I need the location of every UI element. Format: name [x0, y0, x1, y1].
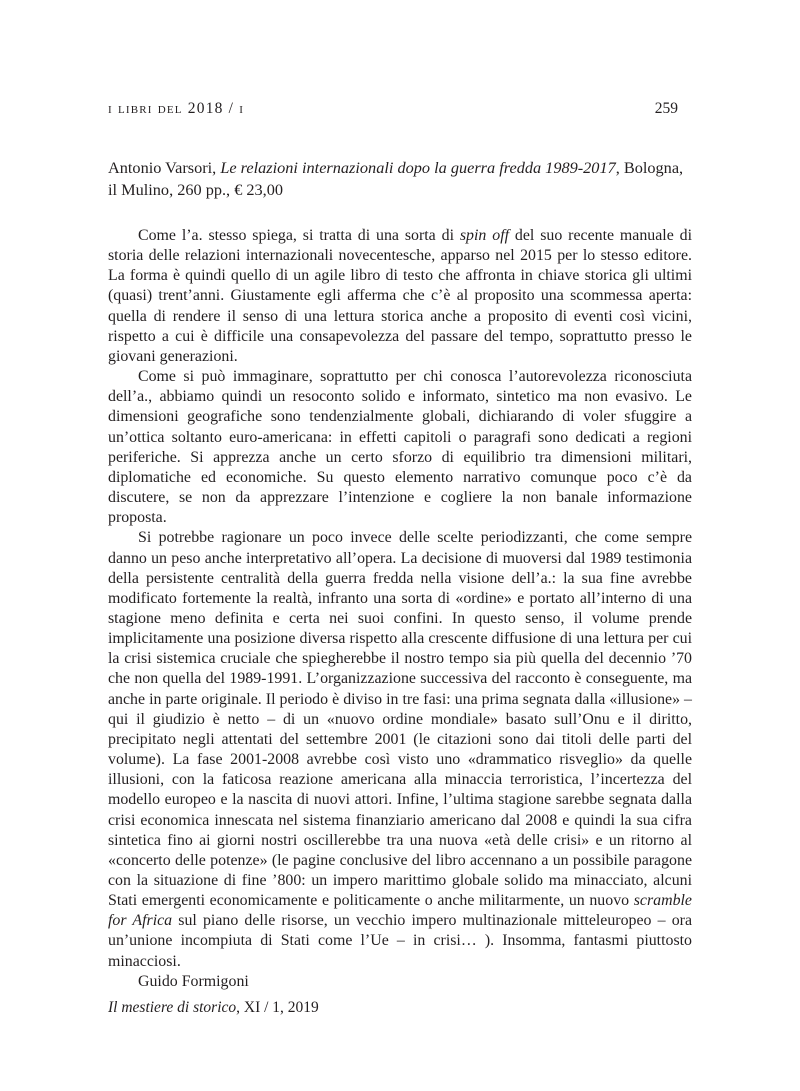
- book-citation: [108, 157, 692, 200]
- running-head: [108, 100, 678, 118]
- italic-term: scramble for Africa: [108, 892, 692, 930]
- paragraph: Come si può immaginare, soprattutto per chi conosca l’autorevolezza riconosciuta dell’a., abbiamo quindi un resoconto solido e informato, sintetico ma non evasivo. Le dimensioni geografiche sono tendenzialmente globali, dichiarando di voler sfuggire a un’ottica soltanto euro-americana: in effetti capitoli o paragrafi sono dedicati a regioni periferiche. Si apprezza anche un certo sforzo di equilibrio tra dimensioni militari, diplomatiche ed economiche. Su questo elemento narrativo comunque poco c’è da discutere, se non da apprezzare l’intenzione e cogliere la non banale informazione proposta.: [108, 368, 692, 527]
- journal-issue: , XI / 1, 2019: [236, 999, 319, 1016]
- book-title: Le relazioni internazionali dopo la guerra fredda 1989-2017: [220, 158, 616, 177]
- paragraph: Come l’a. stesso spiega, si tratta di una sorta di spin off del suo recente manuale di storia delle relazioni internazionali novecentesche, apparso nel 2015 per lo stesso editore. La forma è quindi quello di un agile libro di testo che affronta in chiave storica gli ultimi (quasi) trent’anni. Giustamente egli afferma che c’è al proposito una scommessa aperta: quella di rendere il senso di una lettura storica anche a proposito di eventi così vicini, rispetto a cui è difficile una consapevolezza del passare del tempo, soprattutto presso le giovani generazioni.: [108, 227, 692, 365]
- review-content: [108, 157, 692, 992]
- reviewer-signature: Guido Formigoni: [138, 972, 249, 990]
- book-publication-info: , Bologna, il Mulino, 260 pp., € 23,00: [108, 158, 684, 199]
- running-title: i libri del 2018 / i: [108, 100, 245, 117]
- paragraph: Si potrebbe ragionare un poco invece delle scelte periodizzanti, che come sempre danno un peso anche interpretativo all’opera. La decisione di muoversi dal 1989 testimonia della persistente centralità della guerra fredda nella visione dell’a.: la sua fine avrebbe modificato fortemente la realtà, infranto una sorta di «ordine» e portato all’interno di una stagione meno definita e certa nei suoi confini. In questo senso, il volume prende implicitamente una posizione diversa rispetto alla crescente diffusione di una lettura per cui la crisi sistemica cruciale che spiegherebbe il nostro tempo sia più quella del decennio ’70 che non quella del 1989-1991. L’organizzazione successiva del racconto è conseguente, ma anche in parte originale. Il periodo è diviso in tre fasi: una prima segnata dalla «illusione» – qui il giudizio è netto – di un «nuovo ordine mondiale» basato sull’Onu e il diritto, precipitato negli attentati del settembre 2001 (le citazioni sono dai titoli delle parti del volume). La fase 2001-2008 avrebbe così visto uno «drammatico risveglio» da quelle illusioni, con la faticosa reazione americana alla minaccia terroristica, l’incertezza del modello europeo e la nascita di nuovi attori. Infine, l’ultima stagione sarebbe segnata dalla crisi economica innescata nel sistema finanziario americano dal 2008 e quindi la sua cifra sintetica fino ai giorni nostri oscillerebbe tra una nuova «età delle crisi» e un ritorno al «concerto delle potenze» (le pagine conclusive del libro accennano a un possibile paragone con la situazione di fine ’800: un impero marittimo globale solido ma minacciato, alcuni Stati emergenti economicamente e politicamente o anche militarmente, un nuovo scramble for Africa sul piano delle risorse, un vecchio impero multinazionale mitteleuropeo – ora un’unione incompiuta di Stati come l’Ue – in crisi… ). Insomma, fantasmi piuttosto minacciosi.: [108, 529, 692, 970]
- review-body: [108, 226, 692, 992]
- journal-name: Il mestiere di storico: [108, 999, 237, 1016]
- italic-term: spin off: [459, 227, 510, 244]
- page-number: 259: [654, 100, 678, 117]
- book-author: Antonio Varsori,: [108, 158, 221, 177]
- journal-footer: [108, 999, 319, 1017]
